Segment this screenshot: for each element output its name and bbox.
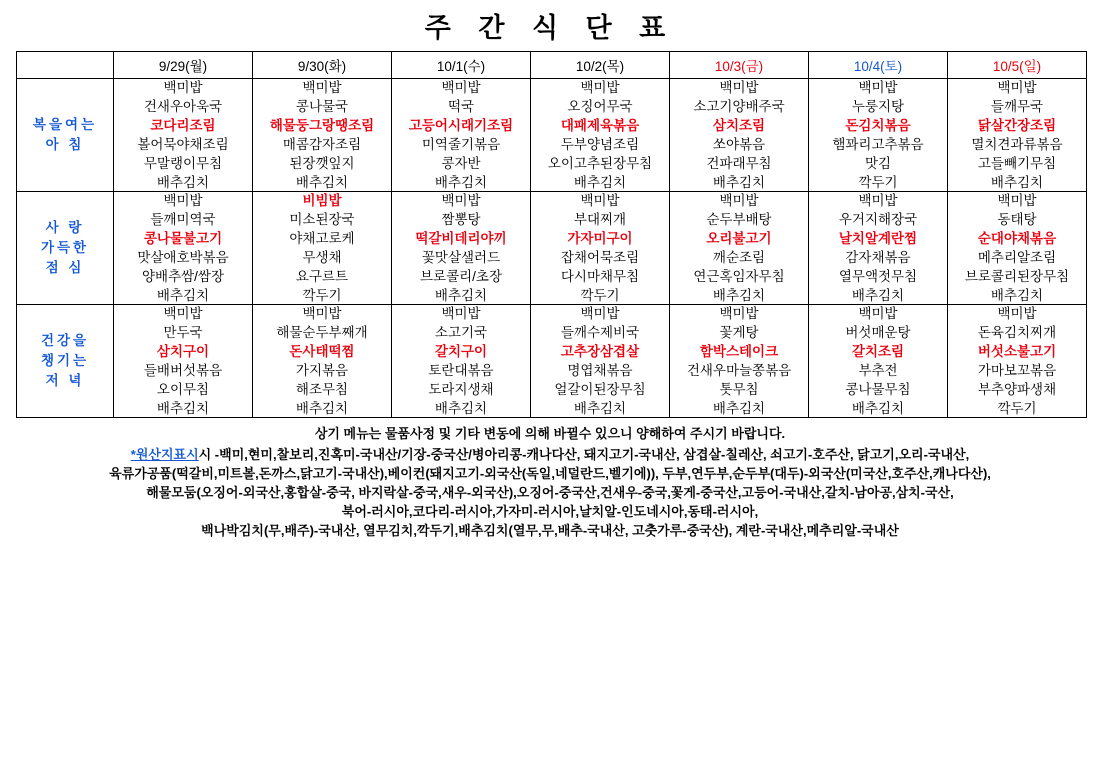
column-header-tue: 9/30(화): [253, 52, 392, 79]
origin-line-5: 백나박김치(무,배주)-국내산, 열무김치,깍두기,배추김치(열무,무,배추-국내산, 고춧가루-중국산), 계란-국내산,메추리알-국내산: [201, 523, 899, 538]
menu-item: 버섯매운탕: [845, 325, 911, 340]
menu-cell: [809, 79, 948, 192]
menu-item: 부추양파생채: [977, 382, 1057, 397]
origin-text: 시 -백미,현미,찰보리,진혹미-국내산/기장-중국산/병아리콩-캐나다산, 돼지고기-국내산, 삼겹살-칠레산, 쇠고기-호주산, 닭고기,오리-국내산,: [198, 447, 970, 462]
menu-item: 깨순조림: [712, 250, 766, 265]
menu-cell: [670, 192, 809, 305]
menu-item: 콩나물국: [295, 99, 349, 114]
menu-item-highlight: 돈김치볶음: [845, 118, 911, 133]
menu-cell: [114, 192, 253, 305]
menu-item: 부추전: [858, 363, 898, 378]
menu-item-highlight: 해물둥그랑땡조림: [269, 118, 375, 133]
menu-item: 소고기국: [434, 325, 488, 340]
row-label-line: 복을여는: [32, 117, 98, 132]
column-header-fri: 10/3(금): [670, 52, 809, 79]
menu-item: 백미밥: [302, 80, 342, 95]
menu-item: 만두국: [163, 325, 203, 340]
row-label-line: 점 심: [45, 260, 85, 275]
menu-cell: [670, 305, 809, 418]
row-label-line: 사 랑: [45, 220, 85, 235]
origin-info: [16, 445, 1084, 540]
menu-item: 가지볶음: [295, 363, 349, 378]
menu-item: 야채고로케: [289, 231, 355, 246]
menu-item-highlight: 삼치조림: [712, 118, 766, 133]
menu-item: 미소된장국: [289, 212, 355, 227]
menu-item: 배추김치: [156, 401, 210, 416]
table-row: [17, 79, 1087, 192]
menu-cell: [809, 192, 948, 305]
menu-item: 순두부배탕: [706, 212, 772, 227]
menu-item: 들깨무국: [990, 99, 1044, 114]
menu-item: 브로콜리/초장: [420, 269, 502, 284]
menu-item: 된장깻잎지: [289, 156, 355, 171]
column-header-thu: 10/2(목): [531, 52, 670, 79]
menu-item: 무말랭이무침: [143, 156, 223, 171]
menu-item: 깍두기: [997, 401, 1037, 416]
menu-item: 부대찌개: [573, 212, 627, 227]
menu-item: 백미밥: [163, 306, 203, 321]
weekly-menu-table: [16, 51, 1087, 418]
menu-item: 배추김치: [851, 401, 905, 416]
menu-item: 오징어무국: [567, 99, 633, 114]
menu-item: 백미밥: [441, 80, 481, 95]
menu-item: 연근혹임자무침: [693, 269, 785, 284]
menu-item: 맛살애호박볶음: [137, 250, 229, 265]
menu-item: 토란대볶음: [428, 363, 494, 378]
column-header-sat: 10/4(토): [809, 52, 948, 79]
menu-item: 해조무침: [295, 382, 349, 397]
menu-item: 꽃게탕: [719, 325, 759, 340]
row-label-line: 가득한: [40, 240, 90, 255]
menu-item: 무생채: [302, 250, 342, 265]
menu-item: 백미밥: [719, 306, 759, 321]
menu-cell: [114, 79, 253, 192]
menu-item-highlight: 비빔밥: [302, 193, 342, 208]
menu-item: 배추김치: [434, 288, 488, 303]
menu-item: 배추김치: [712, 288, 766, 303]
header-row: [17, 52, 1087, 79]
menu-item: 배추김치: [156, 175, 210, 190]
menu-item: 깍두기: [580, 288, 620, 303]
column-header-mon: 9/29(월): [114, 52, 253, 79]
menu-item-highlight: 삼치구이: [156, 344, 210, 359]
menu-cell: [531, 305, 670, 418]
menu-item: 톳무침: [719, 382, 759, 397]
menu-cell: [670, 79, 809, 192]
menu-item-highlight: 닭살간장조림: [977, 118, 1057, 133]
origin-label: *원산지표시: [130, 447, 199, 462]
menu-item: 오이무침: [156, 382, 210, 397]
table-header: [17, 52, 1087, 79]
menu-item-highlight: 콩나물불고기: [143, 231, 223, 246]
menu-item: 배추김치: [295, 175, 349, 190]
menu-item: 건새우아욱국: [143, 99, 223, 114]
origin-line-2: 육류가공품(떡갈비,미트볼,돈까스,닭고기-국내산),베이컨(돼지고기-외국산(독일,네덜란드,벨기에)), 두부,연두부,순두부(대두)-외국산(미국산,호주산,캐나다산),: [109, 466, 991, 481]
table-corner-cell: [17, 52, 114, 79]
menu-item: 건새우마늘쫑볶음: [686, 363, 792, 378]
menu-item: 도라지생채: [428, 382, 494, 397]
menu-item-highlight: 가자미구이: [567, 231, 633, 246]
menu-item: 배추김치: [712, 401, 766, 416]
menu-item: 백미밥: [719, 193, 759, 208]
menu-item: 배추김치: [434, 401, 488, 416]
menu-item: 백미밥: [858, 193, 898, 208]
menu-item-highlight: 갈치조림: [851, 344, 905, 359]
menu-cell: [253, 305, 392, 418]
menu-item: 짬뽕탕: [441, 212, 481, 227]
menu-cell: [253, 192, 392, 305]
menu-item-highlight: 오리불고기: [706, 231, 772, 246]
menu-cell: [392, 305, 531, 418]
menu-item: 배추김치: [851, 288, 905, 303]
menu-item: 감자채볶음: [845, 250, 911, 265]
menu-item: 오이고추된장무침: [547, 156, 653, 171]
table-row: [17, 305, 1087, 418]
menu-item: 백미밥: [163, 193, 203, 208]
column-header-sun: 10/5(일): [948, 52, 1087, 79]
menu-cell: [948, 305, 1087, 418]
menu-item-highlight: 고추장삼겹살: [560, 344, 640, 359]
menu-item: 해물순두부째개: [276, 325, 368, 340]
menu-cell: [392, 79, 531, 192]
menu-item-highlight: 갈치구이: [434, 344, 488, 359]
menu-cell: [809, 305, 948, 418]
menu-item-highlight: 버섯소불고기: [977, 344, 1057, 359]
menu-item: 배추김치: [156, 288, 210, 303]
menu-item: 가마보꼬볶음: [977, 363, 1057, 378]
menu-cell: [948, 192, 1087, 305]
menu-item: 들깨수제비국: [560, 325, 640, 340]
row-label-line: 챙기는: [40, 353, 90, 368]
menu-item-highlight: 날치알계란찜: [838, 231, 918, 246]
menu-item: 얼갈이된장무침: [554, 382, 646, 397]
origin-line-3: 해물모둠(오징어-외국산,홍합살-중국, 바지락살-중국,새우-외국산),오징어-중국산,건새우-중국,꽃게-중국산,고등어-국내산,갈치-남아공,삼치-국산,: [146, 485, 954, 500]
menu-item: 백미밥: [997, 80, 1037, 95]
menu-item: 백미밥: [163, 80, 203, 95]
menu-item: 배추김치: [712, 175, 766, 190]
menu-item: 백미밥: [997, 306, 1037, 321]
menu-item: 백미밥: [858, 306, 898, 321]
menu-item: 우거지해장국: [838, 212, 918, 227]
menu-item: 열무액젓무침: [838, 269, 918, 284]
table-row: [17, 192, 1087, 305]
menu-item: 백미밥: [997, 193, 1037, 208]
menu-cell: [531, 79, 670, 192]
menu-change-notice: 상기 메뉴는 물품사정 및 기타 변동에 의해 바뀔수 있으니 양해하여 주시기 바랍니다.: [314, 426, 786, 441]
origin-line-4: 북어-러시아,코다리-러시아,가자미-러시아,날치알-인도네시아,동태-러시아,: [341, 504, 759, 519]
menu-item: 백미밥: [302, 306, 342, 321]
menu-item: 백미밥: [580, 80, 620, 95]
menu-item: 배추김치: [295, 401, 349, 416]
menu-item: 떡국: [447, 99, 475, 114]
menu-item: 양배추쌈/쌈장: [142, 269, 224, 284]
menu-item: 두부양념조림: [560, 137, 640, 152]
menu-item: 백미밥: [719, 80, 759, 95]
row-label-breakfast: [17, 79, 114, 192]
menu-item-highlight: 함박스테이크: [699, 344, 779, 359]
menu-item-highlight: 떡갈비데리야끼: [415, 231, 507, 246]
menu-cell: [253, 79, 392, 192]
menu-item: 백미밥: [441, 306, 481, 321]
menu-item: 백미밥: [580, 193, 620, 208]
menu-item: 미역줄기볶음: [421, 137, 501, 152]
menu-item: 매콤감자조림: [282, 137, 362, 152]
menu-item: 잡채어묵조림: [560, 250, 640, 265]
menu-item: 메추리알조림: [977, 250, 1057, 265]
menu-item: 건파래무침: [706, 156, 772, 171]
menu-item: 들깨미역국: [150, 212, 216, 227]
menu-cell: [948, 79, 1087, 192]
row-label-line: 아 침: [45, 137, 85, 152]
menu-cell: [114, 305, 253, 418]
menu-item-highlight: 대패제육볶음: [560, 118, 640, 133]
menu-item: 볼어묵야채조림: [137, 137, 229, 152]
menu-cell: [392, 192, 531, 305]
menu-item: 백미밥: [441, 193, 481, 208]
menu-item: 콩자반: [441, 156, 481, 171]
menu-item: 동태탕: [997, 212, 1037, 227]
menu-item: 깍두기: [858, 175, 898, 190]
row-label-line: 건강을: [40, 333, 90, 348]
menu-item: 요구르트: [295, 269, 349, 284]
menu-item: 맛김: [864, 156, 892, 171]
menu-item: 배추김치: [434, 175, 488, 190]
menu-item: 다시마채무침: [560, 269, 640, 284]
menu-item: 돈육김치찌개: [977, 325, 1057, 340]
menu-item: 브로콜리된장무침: [964, 269, 1070, 284]
column-header-wed: 10/1(수): [392, 52, 531, 79]
menu-item: 명엽채볶음: [567, 363, 633, 378]
menu-item-highlight: 순대야채볶음: [977, 231, 1057, 246]
row-label-line: 저 녁: [45, 373, 85, 388]
menu-item: 꽃맛살샐러드: [421, 250, 501, 265]
menu-item: 백미밥: [858, 80, 898, 95]
menu-item: 깍두기: [302, 288, 342, 303]
menu-item: 고들빼기무침: [977, 156, 1057, 171]
row-label-dinner: [17, 305, 114, 418]
menu-item-highlight: 돈사태떡찜: [289, 344, 355, 359]
menu-item-highlight: 고등어시래기조림: [408, 118, 514, 133]
table-body: [17, 79, 1087, 418]
menu-item: 쏘야볶음: [712, 137, 766, 152]
menu-item: 배추김치: [573, 401, 627, 416]
menu-item: 누룽지탕: [851, 99, 905, 114]
menu-item: 배추김치: [573, 175, 627, 190]
menu-item: 백미밥: [580, 306, 620, 321]
menu-item: 멸치견과류볶음: [971, 137, 1063, 152]
menu-item: 배추김치: [990, 288, 1044, 303]
menu-item-highlight: 코다리조림: [150, 118, 216, 133]
menu-item: 배추김치: [990, 175, 1044, 190]
menu-item: 콩나물무침: [845, 382, 911, 397]
origin-line-1: [20, 445, 1080, 464]
page-title: 주 간 식 단 표: [424, 13, 676, 43]
menu-cell: [531, 192, 670, 305]
menu-item: 들배버섯볶음: [143, 363, 223, 378]
row-label-lunch: [17, 192, 114, 305]
menu-item: 소고기양배주국: [693, 99, 785, 114]
menu-item: 햄꽈리고추볶음: [832, 137, 924, 152]
